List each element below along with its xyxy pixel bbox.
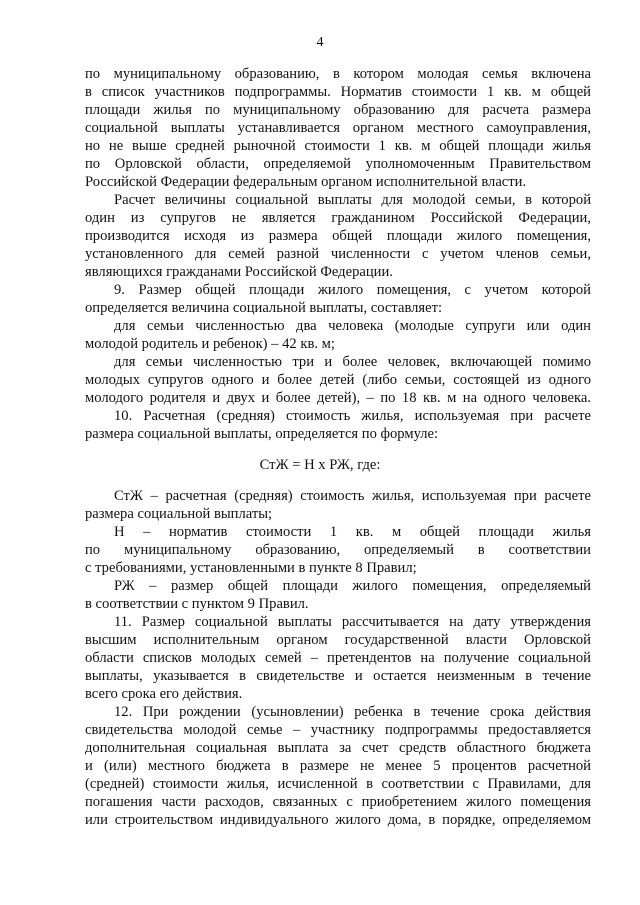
text-line: дополнительная социальная выплата за счет средств областного бюджета (85, 740, 591, 756)
text-line: размера социальной выплаты, определяется по формуле: (85, 426, 439, 442)
text-line: или строительством индивидуального жилого дома, в порядке, определяемом (85, 812, 591, 828)
text-line: СтЖ – расчетная (средняя) стоимость жилья, используемая при расчете (114, 488, 591, 504)
text-line: производится исходя из размера общей площади жилого помещения, (85, 228, 591, 244)
page-number: 4 (316, 35, 324, 50)
text-line: 9. Размер общей площади жилого помещения, с учетом которой (114, 282, 591, 298)
text-line: Российской Федерации федеральным органом исполнительной власти. (85, 174, 527, 190)
text-line: Н – норматив стоимости 1 кв. м общей площади жилья (114, 524, 591, 540)
text-line: социальной выплаты устанавливается органом местного самоуправления, (85, 120, 591, 136)
text-line: 10. Расчетная (средняя) стоимость жилья, используемая при расчете (114, 408, 591, 424)
text-line: по Орловской области, определяемой уполномоченным Правительством (85, 156, 591, 172)
text-line: для семьи численностью три и более человек, включающей помимо (114, 354, 591, 370)
text-line: по муниципальному образованию, определяемый в соответствии (85, 542, 591, 558)
formula: СтЖ = Н х РЖ, где: (259, 457, 381, 473)
text-line: для семьи численностью два человека (молодые супруги или один (114, 318, 591, 334)
text-line: свидетельства молодой семье – участнику подпрограммы предоставляется (85, 722, 591, 738)
text-line: 12. При рождении (усыновлении) ребенка в течение срока действия (114, 704, 591, 720)
text-line: 11. Размер социальной выплаты рассчитывается на дату утверждения (114, 614, 591, 630)
text-line: и (или) местного бюджета в размере не менее 5 процентов расчетной (85, 758, 591, 774)
text-line: РЖ – размер общей площади жилого помещения, определяемый (114, 578, 591, 594)
text-line: молодого родителя и двух и более детей), – по 18 кв. м на одного человека. (85, 390, 591, 406)
text-line: погашения части расходов, связанных с приобретением жилого помещения (85, 794, 591, 810)
text-line: но не выше средней рыночной стоимости 1 кв. м общей площади жилья (85, 138, 591, 154)
text-line: молодой родитель и ребенок) – 42 кв. м; (85, 336, 335, 352)
text-line: один из супругов не является гражданином Российской Федерации, (85, 210, 591, 226)
text-line: высшим исполнительным органом государственной власти Орловской (85, 632, 591, 648)
text-line: выплаты, указывается в свидетельстве и остается неизменным в течение (85, 668, 591, 684)
text-line: с требованиями, установленными в пункте 8 Правил; (85, 560, 417, 576)
text-line: молодых супругов одного и более детей (либо семьи, состоящей из одного (85, 372, 591, 388)
text-line: площади жилья по муниципальному образованию для расчета размера (85, 102, 591, 118)
text-line: области списков молодых семей – претендентов на получение социальной (85, 650, 591, 666)
text-line: Расчет величины социальной выплаты для молодой семьи, в которой (114, 192, 591, 208)
text-line: размера социальной выплаты; (85, 506, 273, 522)
text-line: всего срока его действия. (85, 686, 243, 702)
text-line: установленного для семей разной численности с учетом членов семьи, (85, 246, 591, 262)
text-line: (средней) стоимости жилья, исчисленной в соответствии с Правилами, для (85, 776, 591, 792)
text-line: в соответствии с пунктом 9 Правил. (85, 596, 309, 612)
text-line: в список участников подпрограммы. Норматив стоимости 1 кв. м общей (85, 84, 591, 100)
text-line: по муниципальному образованию, в котором молодая семья включена (85, 66, 591, 82)
text-line: определяется величина социальной выплаты, составляет: (85, 300, 443, 316)
text-line: являющихся гражданами Российской Федерации. (85, 264, 393, 280)
